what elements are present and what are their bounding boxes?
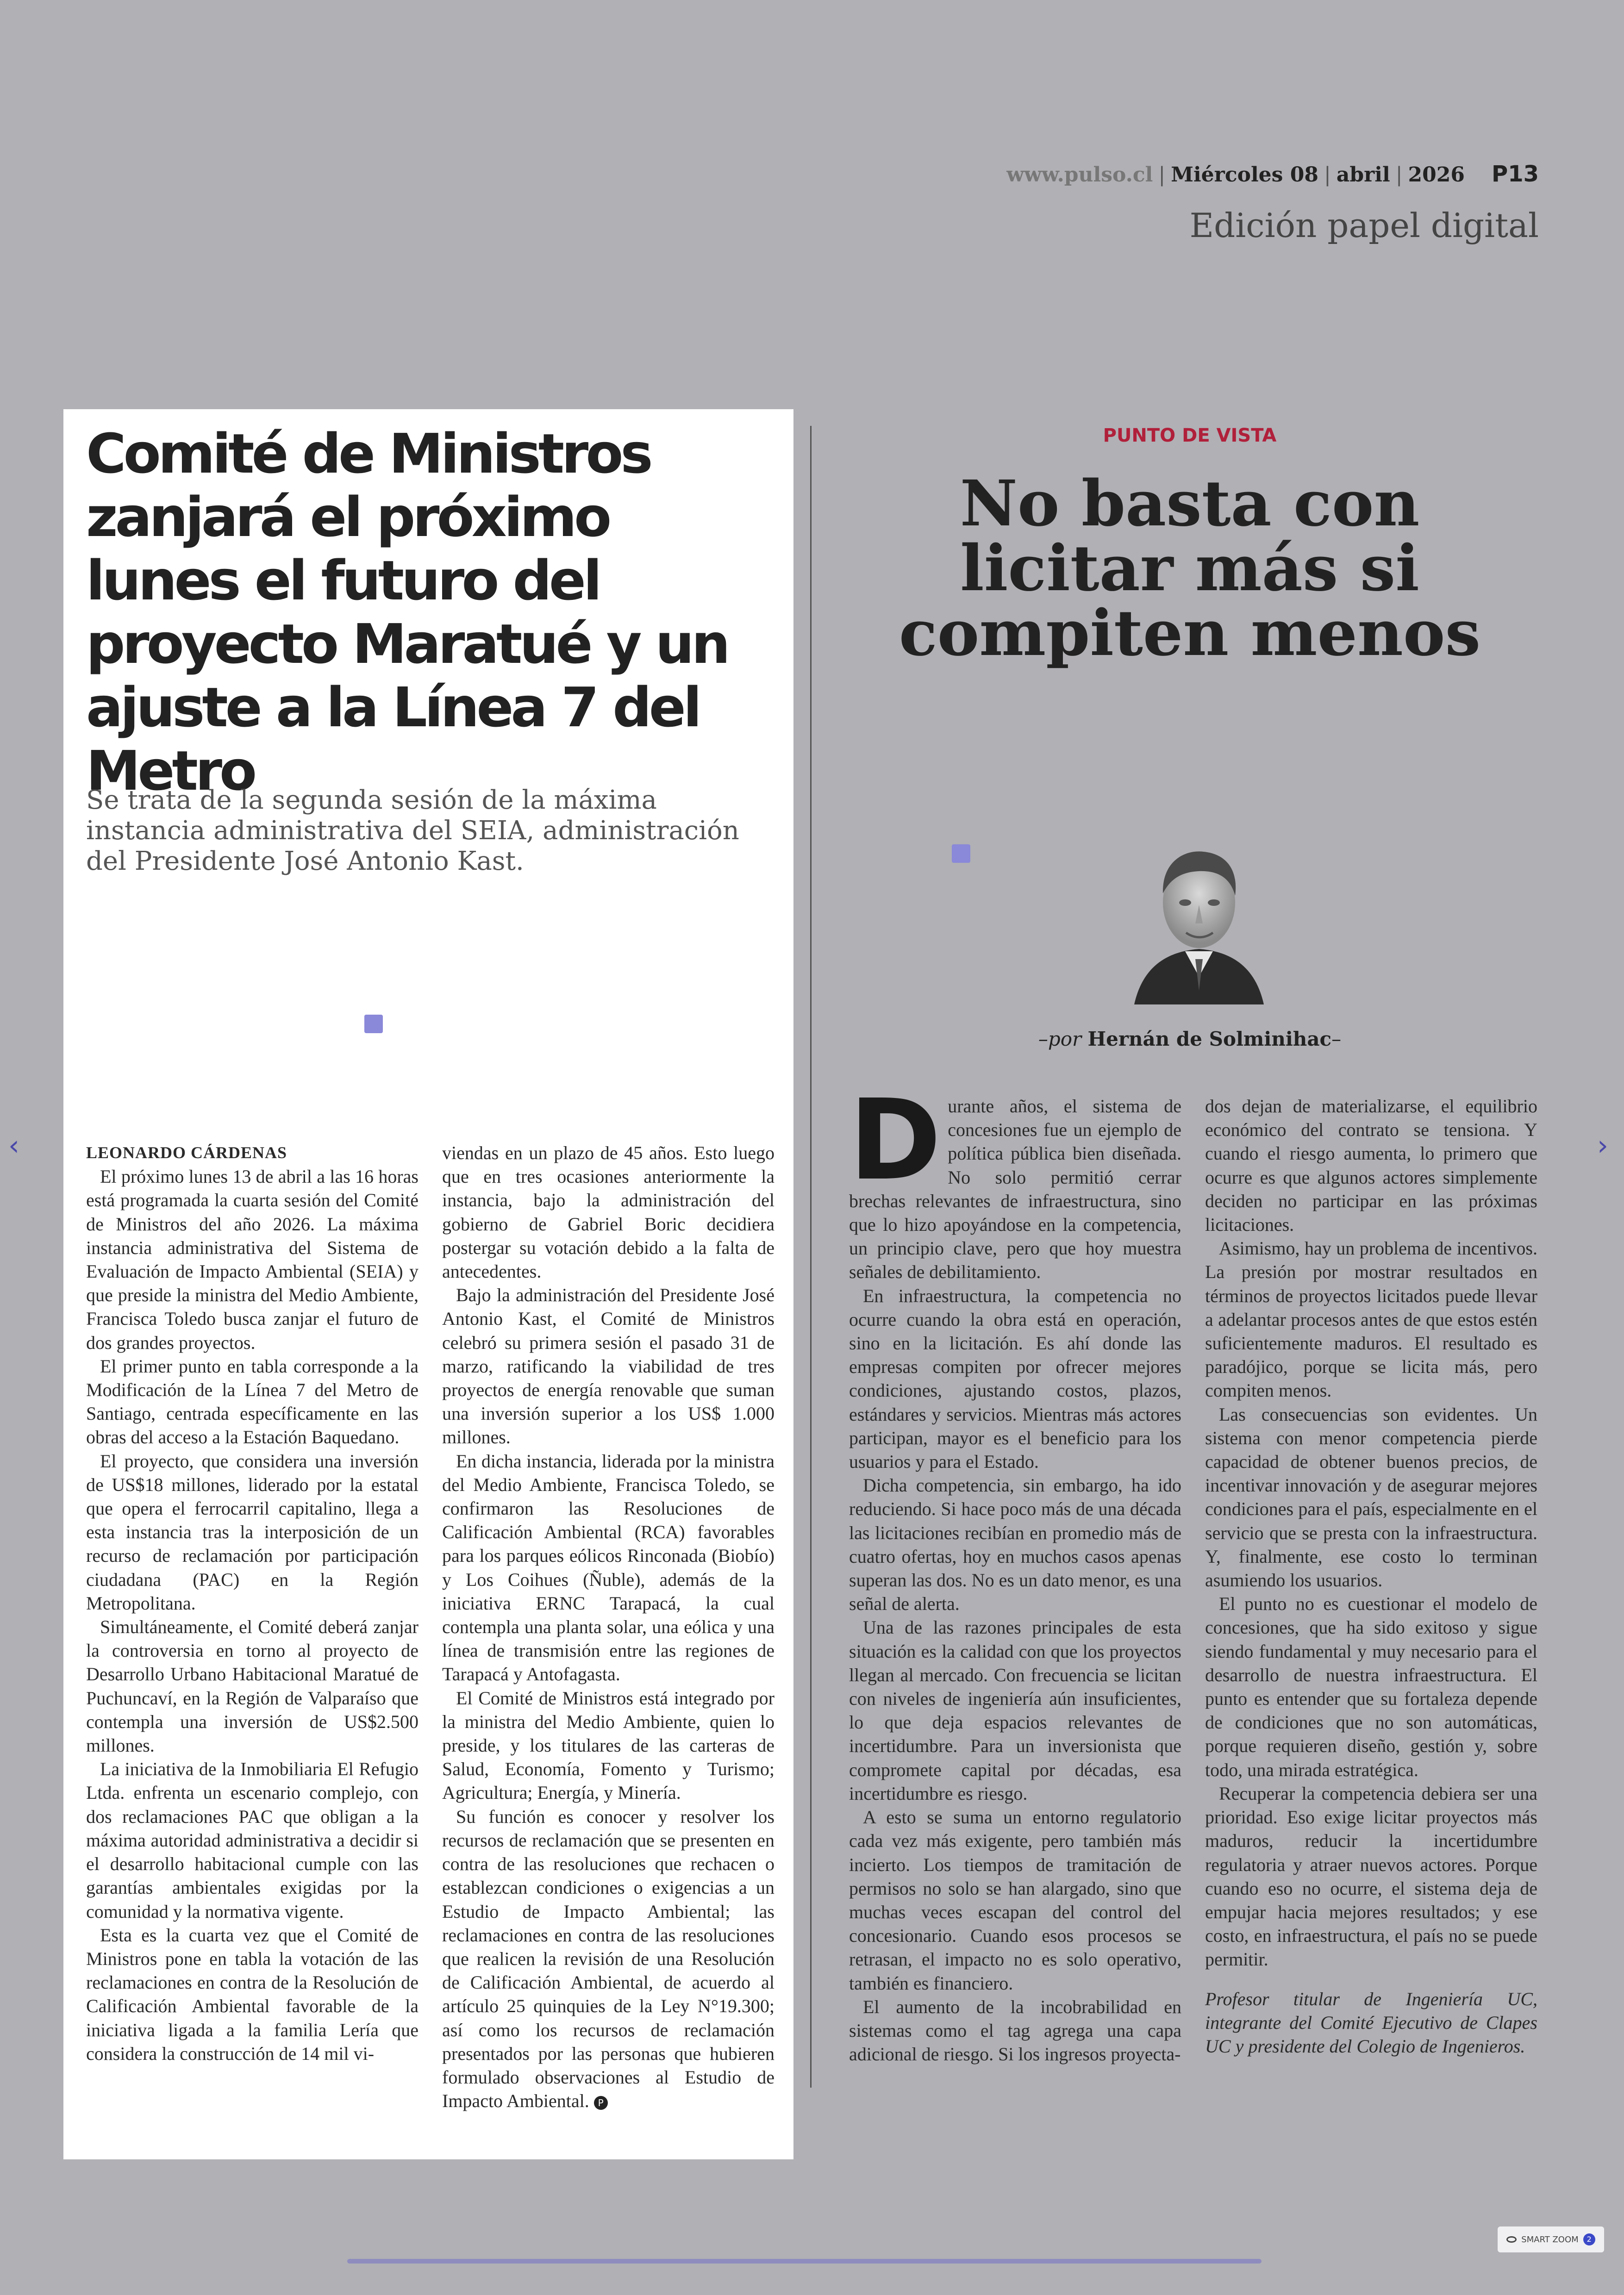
paragraph: Dicha competencia, sin embargo, ha ido reduciendo. Si hace poco más de una década las licitaciones recibían en promedio más de cuatro ofertas, hoy en muchos casos apenas superan las dos. No es un dato menor, es una señal de alerta. xyxy=(849,1475,1181,1615)
paragraph xyxy=(442,1805,775,2113)
site-url[interactable]: www.pulso.cl xyxy=(1006,163,1153,187)
paragraph xyxy=(849,1075,1181,1284)
opinion-title: No basta con licitar más si compiten menos xyxy=(899,467,1481,670)
author-credit: Profesor titular de Ingeniería UC, integrante del Comité Ejecutivo de Clapes UC y presidente del Colegio de Ingenieros. xyxy=(1205,1988,1537,2057)
column-divider xyxy=(810,426,812,2088)
paragraph: El próximo lunes 13 de abril a las 16 horas está programada la cuarta sesión del Comité de Ministros del año 2026. La máxima instancia administrativa del Sistema de Evaluación de Impacto Ambiental (SEIA) y que preside la ministra del Medio Ambiente, Francisca Toledo busca zanjar el futuro de dos grandes proyectos. xyxy=(86,1166,418,1353)
article-deck: Se trata de la segunda sesión de la máxima instancia administrativa del SEIA, administración del Presidente José Antonio Kast. xyxy=(86,785,739,876)
separator: | xyxy=(1395,163,1403,187)
end-of-article-icon: P xyxy=(594,2096,608,2110)
paragraph: dos dejan de materializarse, el equilibrio económico del contrato se tensiona. Y cuando el riesgo aumenta, lo primero que ocurre es que algunos actores simplemente deciden no participar en las próximas licitaciones. xyxy=(1205,1096,1537,1235)
page-number: P13 xyxy=(1492,161,1539,187)
smart-zoom-label: SMART ZOOM xyxy=(1521,2234,1579,2245)
paragraph: El aumento de la incobrabilidad en sistemas como el tag agrega una capa adicional de riesgo. Si los ingresos proyecta- xyxy=(849,1996,1181,2065)
author-prefix: –por xyxy=(1038,1028,1082,1050)
article-headline: Comité de Ministros zanjará el próximo lunes el futuro del proyecto Maratué y un ajuste a la Línea 7 del Metro xyxy=(86,422,728,803)
paragraph: La iniciativa de la Inmobiliaria El Refugio Ltda. enfrenta un escenario complejo, con dos reclamaciones PAC que obligan a la máxima autoridad administrativa a decidir si el desarrollo habitacional cumple con las garantías ambientales exigidas por la comunidad y la normativa vigente. xyxy=(86,1759,418,1922)
opinion-hotspot-marker[interactable] xyxy=(952,844,970,863)
opinion-author xyxy=(995,1028,1384,1050)
date-month: abril xyxy=(1336,163,1390,187)
paragraph: En dicha instancia, liderada por la ministra del Medio Ambiente, Francisca Toledo, se confirmaron las Resoluciones de Calificación Ambiental (RCA) favorables para los parques eólicos Rinconada (Biobío) y Los Coihues (Ñuble), además de la iniciativa ERNC Tarapacá, la cual contempla una planta solar, una eólica y una línea de transmisión entre las regiones de Tarapacá y Antofagasta. xyxy=(442,1450,775,1685)
prev-page-icon[interactable]: ‹ xyxy=(8,1129,19,1162)
edition-label: Edición papel digital xyxy=(1189,206,1539,245)
masthead xyxy=(1006,161,1539,187)
author-suffix: – xyxy=(1331,1028,1342,1050)
paragraph: Las consecuencias son evidentes. Un sistema con menor competencia pierde capacidad de obtener buenos precios, de incentivar innovación y de asegurar mejores condiciones para el país, especialmente en el servicio que se presta con la infraestructura. Y, finalmente, ese costo lo terminan asumiendo los usuarios. xyxy=(1205,1403,1537,1591)
paragraph-text: urante años, el sistema de concesiones fue un ejemplo de política pública bien diseñada. No solo permitió cerrar brechas relevantes de infraestructura, sino que lo hizo apoyándose en la competencia, un principio clave, pero que hoy muestra señales de debilitamiento. xyxy=(849,1096,1181,1283)
article-column-1 xyxy=(86,1141,418,2065)
article-hotspot-marker[interactable] xyxy=(364,1015,383,1033)
drop-cap: D xyxy=(849,1075,942,1205)
paragraph: Bajo la administración del Presidente José Antonio Kast, el Comité de Ministros celebró su primera sesión el pasado 31 de marzo, ratificando la viabilidad de tres proyectos de energía renovable que suman una inversión superior a los US$ 1.000 millones. xyxy=(442,1285,775,1448)
paragraph: El punto no es cuestionar el modelo de concesiones, que ha sido exitoso y sigue siendo fundamental y muy necesario para el desarrollo de nuestra infraestructura. El punto es entender que su fortaleza depende de condiciones que no son automáticas, porque requieren diseño, gestión y, sobre todo, una mirada estratégica. xyxy=(1205,1593,1537,1780)
paragraph: A esto se suma un entorno regulatorio cada vez más exigente, pero también más incierto. Los tiempos de tramitación de permisos no solo se han alargado, sino que muchas veces escapan del control del concesionario. Cuando esos procesos se retrasan, el impacto no es solo operativo, también es financiero. xyxy=(849,1807,1181,1994)
separator: | xyxy=(1158,163,1166,187)
horizontal-scrollbar[interactable] xyxy=(347,2259,1262,2264)
opinion-column-2 xyxy=(1205,1094,1537,2058)
paragraph: Esta es la cuarta vez que el Comité de Ministros pone en tabla la votación de las reclamaciones en contra de la Resolución de Calificación Ambiental favorable de la iniciativa ligada a la familia Lería que considera la construcción de 14 mil vi- xyxy=(86,1924,418,2064)
next-page-icon[interactable]: › xyxy=(1597,1129,1608,1162)
author-name: Hernán de Solminihac xyxy=(1087,1028,1332,1050)
separator: | xyxy=(1324,163,1331,187)
smart-zoom-button[interactable] xyxy=(1498,2226,1604,2252)
paragraph: viendas en un plazo de 45 años. Esto luego que en tres ocasiones anteriormente la instancia, bajo la administración del gobierno de Gabriel Boric decidiera postergar su votación debido a la falta de antecedentes. xyxy=(442,1142,775,1282)
paragraph: En infraestructura, la competencia no ocurre cuando la obra está en operación, sino en la licitación. Es ahí donde las empresas compiten por ofrecer mejores condiciones, ajustando costos, plazos, estándares y servicios. Mientras más actores participan, mayor es el beneficio para los usuarios y para el Estado. xyxy=(849,1285,1181,1472)
paragraph-text: Su función es conocer y resolver los recursos de reclamación que se presenten en contra de las resoluciones que rechacen o establezcan condiciones o exigencias a un Estudio de Impacto Ambiental; las reclamaciones en contra de las resoluciones que realicen la revisión de una Resolución de Calificación Ambiental, de acuerdo al artículo 25 quinquies de la Ley N°19.300; así como los recursos de reclamación presentados por las personas que hubieren formulado observaciones al Estudio de Impacto Ambiental. xyxy=(442,1806,775,2112)
smart-zoom-count: 2 xyxy=(1583,2233,1595,2245)
paragraph: El proyecto, que considera una inversión de US$18 millones, liderado por la estatal que opera el ferrocarril capitalino, llega a esta instancia tras la interposición de un recurso de reclamación por participación ciudadana (PAC) en la Región Metropolitana. xyxy=(86,1450,418,1614)
date-day: Miércoles 08 xyxy=(1171,163,1318,187)
paragraph: Una de las razones principales de esta situación es la calidad con que los proyectos llegan al mercado. Con frecuencia se licitan con niveles de ingeniería aún insuficientes, lo que deja espacios relevantes de incertidumbre. Para un inversionista que compromete capital por décadas, esa incertidumbre es riesgo. xyxy=(849,1617,1181,1804)
article-byline: LEONARDO CÁRDENAS xyxy=(86,1143,287,1162)
section-kicker: PUNTO DE VISTA xyxy=(1103,425,1277,446)
date-year: 2026 xyxy=(1408,163,1465,187)
paragraph: Simultáneamente, el Comité deberá zanjar la controversia en torno al proyecto de Desarrollo Urbano Habitacional Maratué de Puchuncaví, en la Región de Valparaíso que contempla una inversión de US$2.500 millones. xyxy=(86,1616,418,1756)
eye-icon xyxy=(1506,2236,1517,2243)
paragraph: El primer punto en tabla corresponde a la Modificación de la Línea 7 del Metro de Santiago, centrada específicamente en las obras del acceso a la Estación Baquedano. xyxy=(86,1355,418,1448)
opinion-column-1 xyxy=(849,1075,1181,2066)
paragraph: Asimismo, hay un problema de incentivos. La presión por mostrar resultados en términos de proyectos licitados puede llevar a adelantar procesos antes de que estos estén suficientemente maduros. El resultado es paradójico, porque se licita más, pero compiten menos. xyxy=(1205,1238,1537,1401)
article-column-2 xyxy=(442,1141,775,2113)
paragraph: Recuperar la competencia debiera ser una prioridad. Eso exige licitar proyectos más maduros, reducir la incertidumbre regulatoria y atraer nuevos actores. Porque cuando eso no ocurre, el sistema deja de empujar hacia mejores resultados; y ese costo, en infraestructura, el país no se puede permitir. xyxy=(1205,1783,1537,1970)
author-portrait xyxy=(1130,838,1268,1004)
paragraph: El Comité de Ministros está integrado por la ministra del Medio Ambiente, quien lo preside, y los titulares de las carteras de Salud, Economía, Fomento y Turismo; Agricultura; Energía, y Minería. xyxy=(442,1687,775,1803)
